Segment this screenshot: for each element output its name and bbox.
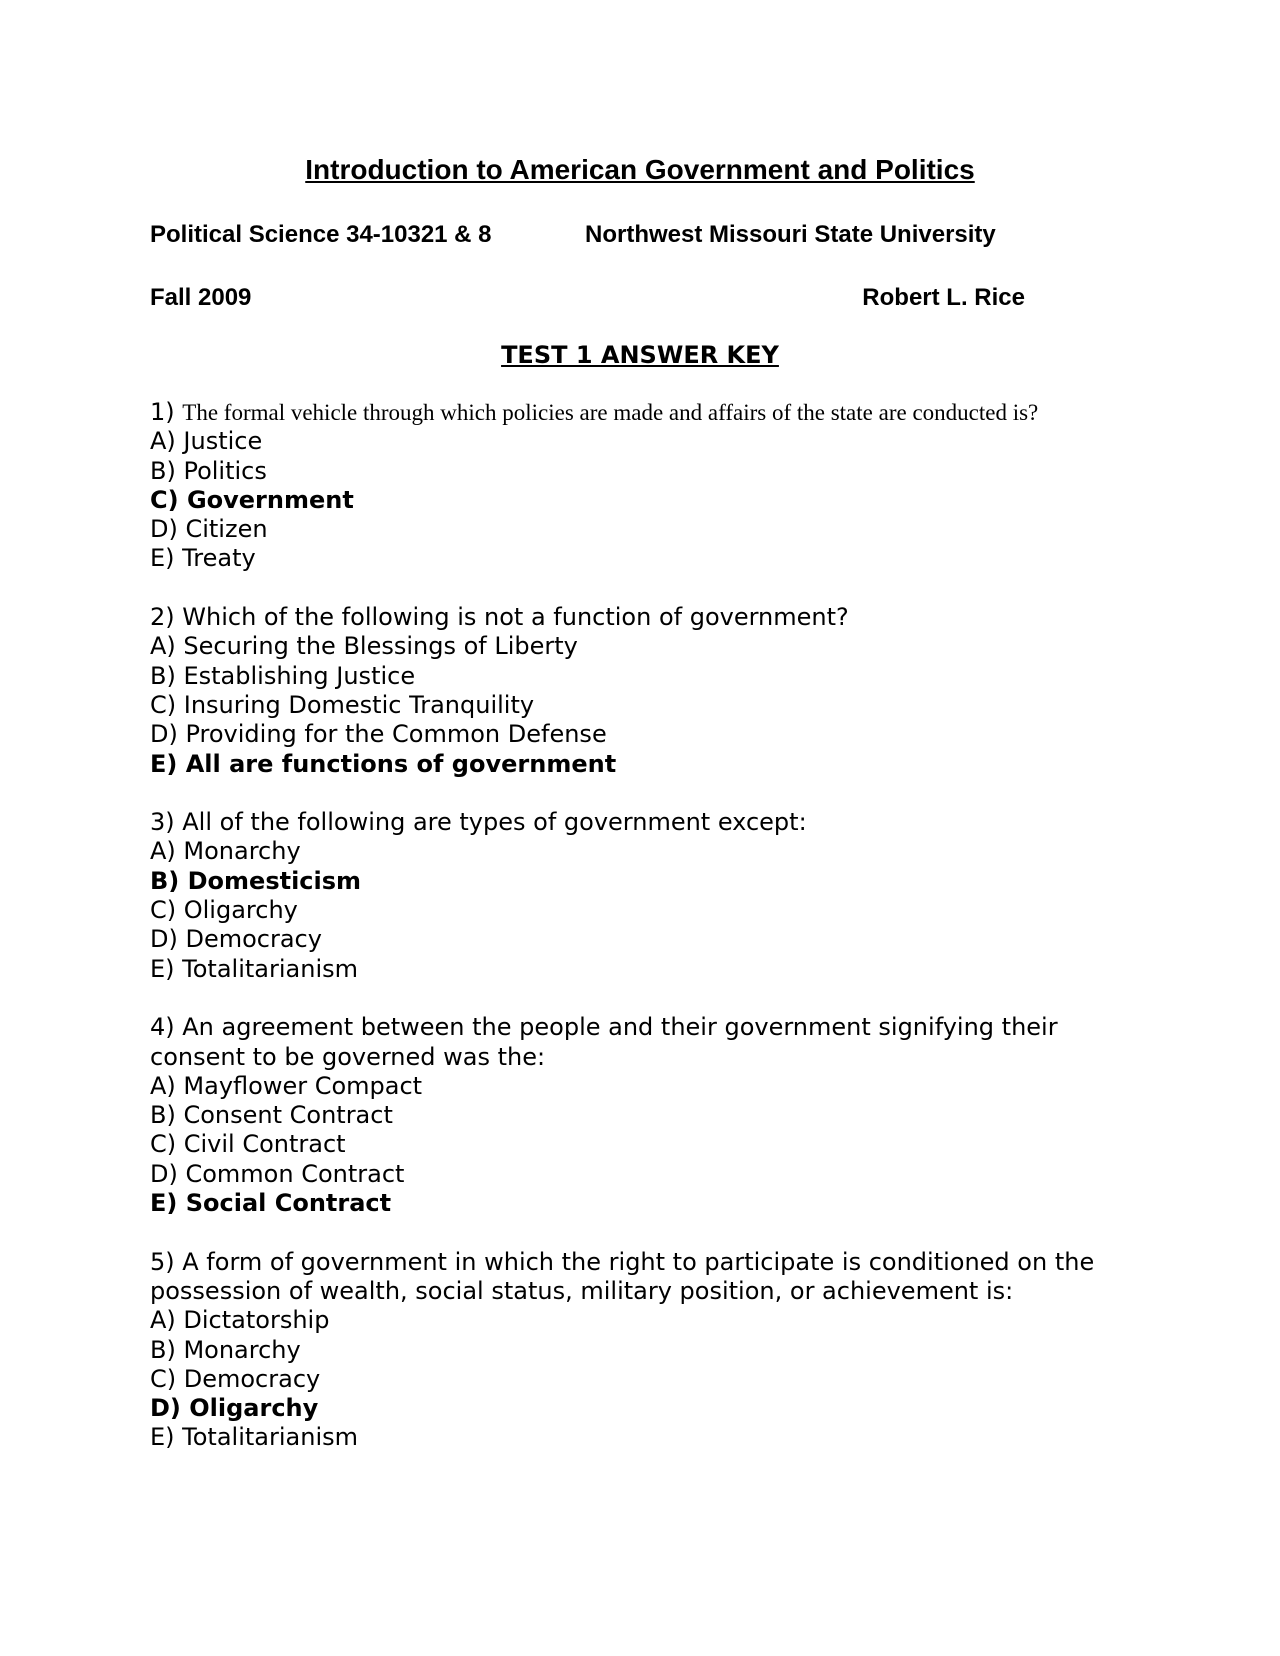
correct-answer: E) All are functions of government [150,749,617,778]
question-3 [150,808,1150,984]
answer-option: B) Politics [150,456,267,485]
question-list [150,398,1150,1482]
answer-option: D) Democracy [150,925,322,954]
answer-option: A) Mayflower Compact [150,1071,423,1100]
question-2 [150,603,1150,779]
answer-option: D) Providing for the Common Defense [150,720,607,749]
answer-option: B) Monarchy [150,1335,301,1364]
course-number: Political Science 34-10321 & 8 [150,221,492,248]
answer-option: C) Civil Contract [150,1130,346,1159]
answer-option: E) Treaty [150,544,256,573]
correct-answer: D) Oligarchy [150,1394,319,1423]
question-stem: 3) All of the following are types of government except: [150,808,807,837]
question-stem: 5) A form of government in which the right to participate is conditioned on the possession of wealth, social status, military position, or achievement is: [150,1247,1095,1305]
answer-option: B) Consent Contract [150,1101,393,1130]
answer-option: B) Establishing Justice [150,661,416,690]
answer-option: A) Monarchy [150,837,301,866]
correct-answer: C) Government [150,485,354,514]
answer-option: D) Common Contract [150,1159,405,1188]
instructor-name: Robert L. Rice [862,284,1025,311]
question-stem: 4) An agreement between the people and their government signifying their consent to be governed was the: [150,1013,1058,1071]
answer-option: E) Totalitarianism [150,954,358,983]
question-number: 1) [150,398,175,426]
term: Fall 2009 [150,284,252,311]
question-4 [150,1013,1150,1218]
answer-key-title: TEST 1 ANSWER KEY [501,341,779,369]
question-5 [150,1248,1150,1453]
document-title: Introduction to American Government and Politics [305,154,975,185]
answer-option: A) Securing the Blessings of Liberty [150,632,578,661]
answer-option: C) Democracy [150,1364,321,1393]
answer-option: A) Justice [150,427,263,456]
correct-answer: B) Domesticism [150,866,362,895]
answer-option: C) Insuring Domestic Tranquility [150,690,535,719]
question-stem: The formal vehicle through which policies are made and affairs of the state are conducted is? [182,400,1039,425]
answer-option: D) Citizen [150,515,268,544]
correct-answer: E) Social Contract [150,1189,392,1218]
answer-option: A) Dictatorship [150,1306,330,1335]
answer-option: C) Oligarchy [150,896,298,925]
answer-option: E) Totalitarianism [150,1423,358,1452]
question-stem: 2) Which of the following is not a function of government? [150,603,849,632]
university-name: Northwest Missouri State University [585,221,996,248]
question-1 [150,398,1150,574]
